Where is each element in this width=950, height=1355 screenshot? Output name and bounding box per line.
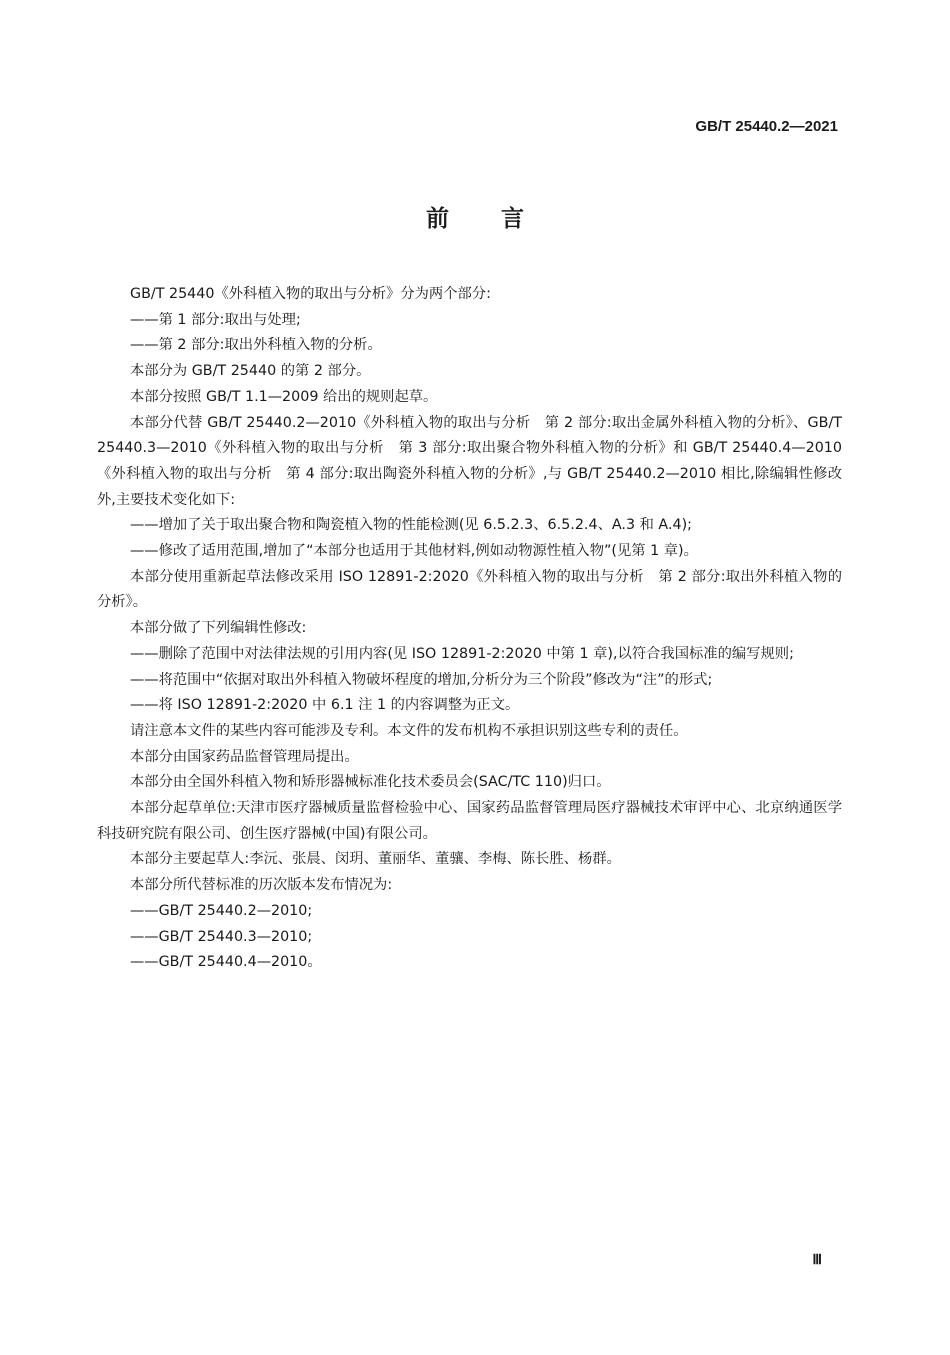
list-item: ——将范围中“依据对取出外科植入物破坏程度的增加,分析分为三个阶段”修改为“注”的形式; [130,671,713,688]
foreword-paragraph: 本部分由全国外科植入物和矫形器械标准化技术委员会(SAC/TC 110)归口。 [130,774,611,791]
list-item: ——删除了范围中对法律法规的引用内容(见 ISO 12891-2:2020 中第 1 章),以符合我国标准的编写规则; [130,645,794,662]
page-number: Ⅲ [812,1253,822,1268]
list-item: ——第 2 部分:取出外科植入物的分析。 [130,337,382,354]
list-item: ——增加了关于取出聚合物和陶瓷植入物的性能检测(见 6.5.2.3、6.5.2.4、A.3 和 A.4); [130,517,692,534]
foreword-paragraph: 本部分由国家药品监督管理局提出。 [130,748,359,765]
foreword-paragraph: 本部分使用重新起草法修改采用 ISO 12891-2:2020《外科植入物的取出与分析 第 2 部分:取出外科植入物的分析》。 [97,568,842,611]
foreword-paragraph: 本部分主要起草人:李沅、张晨、闵玥、董丽华、董骧、李梅、陈长胜、杨群。 [130,851,621,868]
foreword-paragraph: 请注意本文件的某些内容可能涉及专利。本文件的发布机构不承担识别这些专利的责任。 [130,722,688,739]
foreword-paragraph: 本部分代替 GB/T 25440.2—2010《外科植入物的取出与分析 第 2 部分:取出金属外科植入物的分析》、GB/T 25440.3—2010《外科植入物的取出与分析 第 3 部分:取出聚合物外科植入物的分析》和 GB/T 25440.4—2010《外科植入物的取出与分析 第 4 部分:取出陶瓷外科植入物的分析》,与 GB/T 25440.2—2010 相比,除编辑性修改外,主要技术变化如下: [97,414,842,508]
foreword-body [97,282,842,976]
foreword-paragraph: 本部分为 GB/T 25440 的第 2 部分。 [130,363,371,380]
list-item: ——GB/T 25440.4—2010。 [130,954,322,971]
list-item: ——修改了适用范围,增加了“本部分也适用于其他材料,例如动物源性植入物”(见第 1 章)。 [130,543,698,560]
foreword-paragraph: 本部分起草单位:天津市医疗器械质量监督检验中心、国家药品监督管理局医疗器械技术审评中心、北京纳通医学科技研究院有限公司、创生医疗器械(中国)有限公司。 [97,800,842,842]
list-item: ——将 ISO 12891-2:2020 中 6.1 注 1 的内容调整为正文。 [130,697,520,714]
foreword-paragraph: GB/T 25440《外科植入物的取出与分析》分为两个部分: [130,286,491,302]
foreword-paragraph: 本部分按照 GB/T 1.1—2009 给出的规则起草。 [130,388,438,405]
foreword-paragraph: 本部分做了下列编辑性修改: [130,620,307,637]
page-title: 前言 [426,206,576,232]
standard-code: GB/T 25440.2—2021 [695,118,838,135]
list-item: ——GB/T 25440.2—2010; [130,902,313,919]
list-item: ——第 1 部分:取出与处理; [130,311,301,328]
foreword-paragraph: 本部分所代替标准的历次版本发布情况为: [130,877,393,894]
list-item: ——GB/T 25440.3—2010; [130,928,313,945]
